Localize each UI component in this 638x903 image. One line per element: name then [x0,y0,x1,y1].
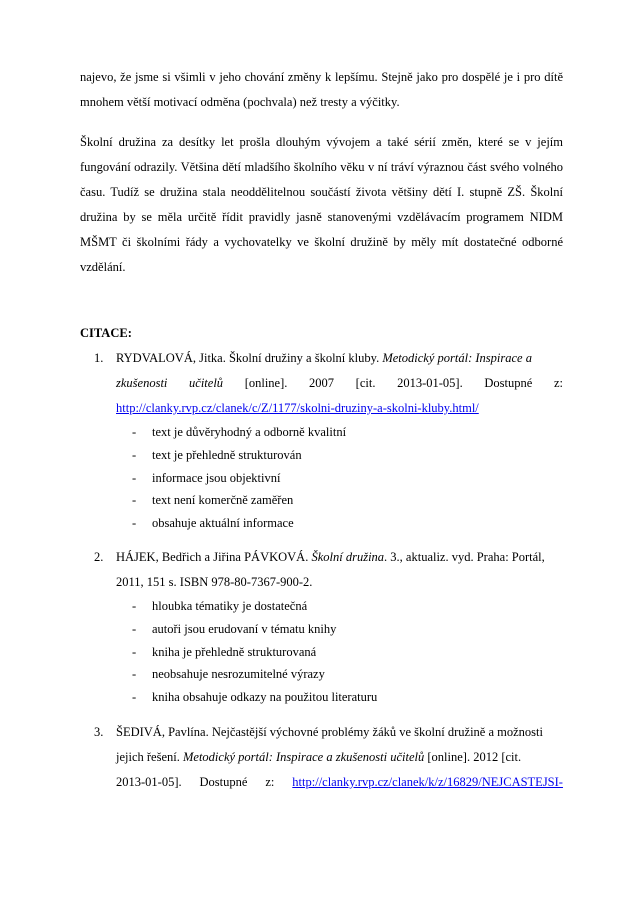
criteria-list [132,421,563,535]
citation-number: 2. [94,550,104,564]
citation-source-title: Školní družina [311,550,385,564]
citation-1 [80,346,563,535]
citation-line: 2011, 151 s. ISBN 978-80-7367-900-2. [116,575,313,589]
citation-source-title: Metodický portál: Inspirace a zkušenosti učitelů [183,750,425,764]
list-item: - neobsahuje nesrozumitelné výrazy [132,667,325,682]
citation-number: 3. [94,725,104,739]
citation-line [116,770,563,795]
citation-3 [80,720,563,795]
list-item: - kniha obsahuje odkazy na použitou literaturu [132,690,378,705]
paragraph-intro: najevo, že jsme si všimli v jeho chování změny k lepšímu. Stejně jako pro dospělé je i pro dítě mnohem větší motivací odměna (pochvala) než tresty a výčitky. [80,70,563,109]
citation-word: Dostupné [484,376,533,390]
citation-source-title: Metodický portál: Inspirace a [382,351,532,365]
citation-word: [online]. [244,376,288,390]
list-item: - autoři jsou erudovaní v tématu knihy [132,621,337,636]
citation-word: zkušenosti [116,376,168,390]
citation-word: z: [553,376,563,390]
citation-2 [80,545,563,709]
citation-link[interactable]: http://clanky.rvp.cz/clanek/k/z/16829/NEJCASTEJSI- [292,775,563,789]
paragraph-school-club: Školní družina za desítky let prošla dlouhým vývojem a také sérií změn, které se v jejím fungování odrazily. Většina dětí mladšího školního věku v ní tráví výraznou část svého volného času. Tudíž se družina stala neoddělitelnou součástí života většiny dětí I. stupně ZŠ. Školní družina by se měla určitě řídit pravidly jasně stanovenými vzdělávacím programem NIDM MŠMT či školními řády a vychovatelky ve školní družině by měly mít dostatečné odborné vzdělání. [80,135,563,274]
citation-word: 2007 [309,376,335,390]
citation-word: 2013-01-05]. [116,775,182,789]
list-item: - obsahuje aktuální informace [132,516,294,531]
citation-word: 2013-01-05]. [397,376,463,390]
citation-word: [cit. [355,376,376,390]
citation-line: jejich řešení. Metodický portál: Inspirace a zkušenosti učitelů [online]. 2012 [cit. [116,750,522,764]
list-item: - hloubka tématiky je dostatečná [132,599,308,613]
citation-number: 1. [94,351,104,365]
list-item: - text je důvěryhodný a odborně kvalitní [132,425,347,439]
list-item: - text je přehledně strukturován [132,447,302,462]
citation-text: RYDVALOVÁ, Jitka. Školní družiny a školní kluby. [116,351,383,365]
citation-link[interactable]: http://clanky.rvp.cz/clanek/c/Z/1177/skolni-druziny-a-skolni-kluby.html/ [116,401,479,415]
citation-line: ŠEDIVÁ, Pavlína. Nejčastější výchovné problémy žáků ve školní družině a možnosti [116,725,543,739]
citation-word: z: [265,775,275,789]
citation-line [116,371,563,396]
citation-line [116,346,563,371]
list-item: - informace jsou objektivní [132,470,281,485]
list-item: - text není komerčně zaměřen [132,493,294,508]
citations-heading: CITACE: [80,326,132,340]
list-item: - kniha je přehledně strukturovaná [132,644,317,659]
citation-word: Dostupné [199,775,248,789]
criteria-list [132,595,563,709]
citation-word: učitelů [189,376,224,390]
citation-line: HÁJEK, Bedřich a Jiřina PÁVKOVÁ. Školní družina. 3., aktualiz. vyd. Praha: Portál, [116,550,545,564]
